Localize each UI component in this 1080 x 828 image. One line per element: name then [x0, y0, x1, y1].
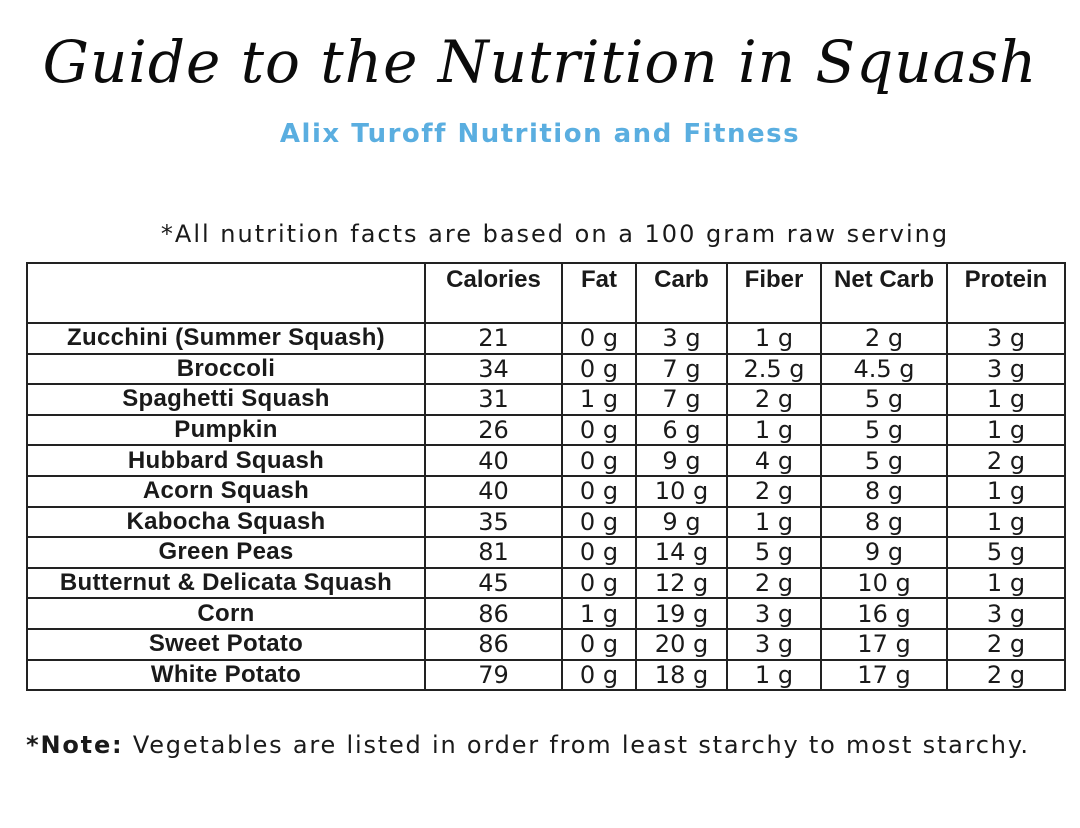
- protein-cell: 3 g: [947, 354, 1065, 385]
- protein-cell: 2 g: [947, 660, 1065, 691]
- fat-cell: 0 g: [562, 476, 636, 507]
- carb-cell: 9 g: [636, 445, 727, 476]
- calories-cell: 21: [425, 323, 562, 354]
- net-carb-cell: 5 g: [821, 384, 947, 415]
- vegetable-name: White Potato: [27, 660, 425, 691]
- column-header-fat: Fat: [562, 263, 636, 323]
- starchiness-note: [0, 728, 1056, 762]
- fiber-cell: 2.5 g: [727, 354, 821, 385]
- protein-cell: 1 g: [947, 507, 1065, 538]
- fat-cell: 0 g: [562, 507, 636, 538]
- net-carb-cell: 17 g: [821, 660, 947, 691]
- carb-cell: 9 g: [636, 507, 727, 538]
- calories-cell: 40: [425, 445, 562, 476]
- calories-cell: 86: [425, 598, 562, 629]
- carb-cell: 12 g: [636, 568, 727, 599]
- column-header-calories: Calories: [425, 263, 562, 323]
- fiber-cell: 3 g: [727, 629, 821, 660]
- table-row: [27, 354, 1065, 385]
- column-header-vegetable: [27, 263, 425, 323]
- net-carb-cell: 8 g: [821, 476, 947, 507]
- fat-cell: 0 g: [562, 568, 636, 599]
- carb-cell: 7 g: [636, 384, 727, 415]
- fiber-cell: 1 g: [727, 415, 821, 446]
- fiber-cell: 2 g: [727, 568, 821, 599]
- nutrition-table: [26, 262, 1066, 691]
- protein-cell: 2 g: [947, 445, 1065, 476]
- table-row: [27, 323, 1065, 354]
- fat-cell: 0 g: [562, 415, 636, 446]
- net-carb-cell: 5 g: [821, 415, 947, 446]
- fiber-cell: 1 g: [727, 323, 821, 354]
- table-row: [27, 507, 1065, 538]
- vegetable-name: Sweet Potato: [27, 629, 425, 660]
- protein-cell: 1 g: [947, 568, 1065, 599]
- vegetable-name: Spaghetti Squash: [27, 384, 425, 415]
- net-carb-cell: 8 g: [821, 507, 947, 538]
- fiber-cell: 1 g: [727, 507, 821, 538]
- fiber-cell: 2 g: [727, 384, 821, 415]
- fiber-cell: 4 g: [727, 445, 821, 476]
- page-subtitle: Alix Turoff Nutrition and Fitness: [279, 119, 801, 149]
- table-row: [27, 629, 1065, 660]
- carb-cell: 18 g: [636, 660, 727, 691]
- fat-cell: 1 g: [562, 598, 636, 629]
- page-title: Guide to the Nutrition in Squash: [42, 28, 1038, 96]
- fiber-cell: 1 g: [727, 660, 821, 691]
- table-row: [27, 660, 1065, 691]
- calories-cell: 31: [425, 384, 562, 415]
- fiber-cell: 5 g: [727, 537, 821, 568]
- calories-cell: 34: [425, 354, 562, 385]
- calories-cell: 79: [425, 660, 562, 691]
- column-header-fiber: Fiber: [727, 263, 821, 323]
- note-label: *Note:: [26, 731, 124, 759]
- vegetable-name: Butternut & Delicata Squash: [27, 568, 425, 599]
- column-header-protein: Protein: [947, 263, 1065, 323]
- carb-cell: 19 g: [636, 598, 727, 629]
- calories-cell: 45: [425, 568, 562, 599]
- carb-cell: 3 g: [636, 323, 727, 354]
- carb-cell: 14 g: [636, 537, 727, 568]
- net-carb-cell: 4.5 g: [821, 354, 947, 385]
- fat-cell: 1 g: [562, 384, 636, 415]
- net-carb-cell: 5 g: [821, 445, 947, 476]
- table-row: [27, 445, 1065, 476]
- net-carb-cell: 2 g: [821, 323, 947, 354]
- fat-cell: 0 g: [562, 445, 636, 476]
- net-carb-cell: 9 g: [821, 537, 947, 568]
- table-row: [27, 598, 1065, 629]
- fat-cell: 0 g: [562, 660, 636, 691]
- protein-cell: 2 g: [947, 629, 1065, 660]
- fat-cell: 0 g: [562, 629, 636, 660]
- fat-cell: 0 g: [562, 537, 636, 568]
- net-carb-cell: 17 g: [821, 629, 947, 660]
- table-row: [27, 568, 1065, 599]
- carb-cell: 20 g: [636, 629, 727, 660]
- carb-cell: 6 g: [636, 415, 727, 446]
- protein-cell: 1 g: [947, 415, 1065, 446]
- calories-cell: 26: [425, 415, 562, 446]
- protein-cell: 3 g: [947, 598, 1065, 629]
- net-carb-cell: 10 g: [821, 568, 947, 599]
- serving-basis-note: *All nutrition facts are based on a 100 gram raw serving: [160, 220, 950, 248]
- calories-cell: 86: [425, 629, 562, 660]
- note-text: Vegetables are listed in order from least starchy to most starchy.: [123, 731, 1030, 759]
- net-carb-cell: 16 g: [821, 598, 947, 629]
- vegetable-name: Hubbard Squash: [27, 445, 425, 476]
- fiber-cell: 3 g: [727, 598, 821, 629]
- table-row: [27, 415, 1065, 446]
- vegetable-name: Corn: [27, 598, 425, 629]
- fat-cell: 0 g: [562, 354, 636, 385]
- vegetable-name: Pumpkin: [27, 415, 425, 446]
- table-row: [27, 476, 1065, 507]
- calories-cell: 81: [425, 537, 562, 568]
- column-header-carb: Carb: [636, 263, 727, 323]
- column-header-net-carb: Net Carb: [821, 263, 947, 323]
- vegetable-name: Kabocha Squash: [27, 507, 425, 538]
- protein-cell: 3 g: [947, 323, 1065, 354]
- fat-cell: 0 g: [562, 323, 636, 354]
- vegetable-name: Acorn Squash: [27, 476, 425, 507]
- carb-cell: 10 g: [636, 476, 727, 507]
- table-row: [27, 537, 1065, 568]
- vegetable-name: Zucchini (Summer Squash): [27, 323, 425, 354]
- table-row: [27, 384, 1065, 415]
- fiber-cell: 2 g: [727, 476, 821, 507]
- protein-cell: 5 g: [947, 537, 1065, 568]
- calories-cell: 40: [425, 476, 562, 507]
- protein-cell: 1 g: [947, 384, 1065, 415]
- calories-cell: 35: [425, 507, 562, 538]
- protein-cell: 1 g: [947, 476, 1065, 507]
- vegetable-name: Green Peas: [27, 537, 425, 568]
- table-header-row: [27, 263, 1065, 323]
- vegetable-name: Broccoli: [27, 354, 425, 385]
- carb-cell: 7 g: [636, 354, 727, 385]
